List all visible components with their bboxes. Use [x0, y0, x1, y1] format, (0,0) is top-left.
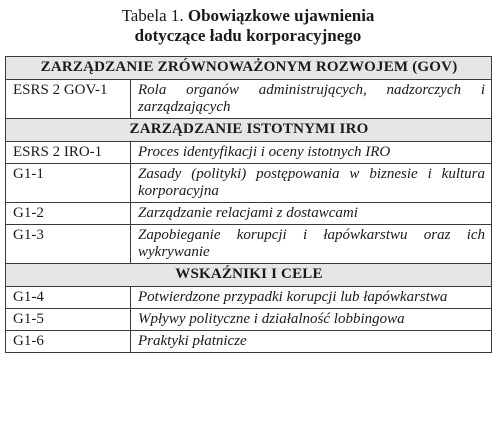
- table-row: [6, 80, 492, 119]
- disclosure-code: G1-1: [6, 164, 131, 203]
- table-row: [6, 225, 492, 264]
- section-header-row: [6, 264, 492, 287]
- table-row: [6, 309, 492, 331]
- disclosure-description: Zarządzanie relacjami z dostawcami: [131, 203, 492, 225]
- disclosure-description: Rola organów administrujących, nadzorczych i zarządzających: [131, 80, 492, 119]
- disclosure-code: G1-5: [6, 309, 131, 331]
- section-header-row: [6, 119, 492, 142]
- section-heading-gov: ZARZĄDZANIE ZRÓWNOWAŻONYM ROZWOJEM (GOV): [6, 57, 492, 80]
- caption-title-line-1: Obowiązkowe ujawnienia: [187, 6, 375, 25]
- disclosure-code: ESRS 2 GOV-1: [6, 80, 131, 119]
- disclosure-description: Zasady (polityki) postępowania w biznesie i kultura korporacyjna: [131, 164, 492, 203]
- table-row: [6, 164, 492, 203]
- disclosure-description: Zapobieganie korupcji i łapówkarstwu oraz ich wykrywanie: [131, 225, 492, 264]
- section-heading-metrics: WSKAŹNIKI I CELE: [6, 264, 492, 287]
- disclosure-description: Praktyki płatnicze: [131, 331, 492, 353]
- section-heading-iro: ZARZĄDZANIE ISTOTNYMI IRO: [6, 119, 492, 142]
- disclosure-code: ESRS 2 IRO-1: [6, 142, 131, 164]
- disclosures-table: [5, 56, 492, 353]
- disclosure-description: Proces identyfikacji i oceny istotnych IRO: [131, 142, 492, 164]
- disclosure-description: Potwierdzone przypadki korupcji lub łapówkarstwa: [131, 287, 492, 309]
- table-row: [6, 331, 492, 353]
- table-row: [6, 287, 492, 309]
- table-caption: [0, 6, 496, 46]
- disclosure-code: G1-4: [6, 287, 131, 309]
- caption-prefix: Tabela 1.: [121, 6, 188, 25]
- table-row: [6, 142, 492, 164]
- section-header-row: [6, 57, 492, 80]
- disclosure-code: G1-3: [6, 225, 131, 264]
- caption-line-1: [0, 6, 496, 26]
- table-row: [6, 203, 492, 225]
- disclosure-code: G1-6: [6, 331, 131, 353]
- disclosure-code: G1-2: [6, 203, 131, 225]
- caption-title-line-2: dotyczące ładu korporacyjnego: [134, 26, 362, 45]
- disclosure-description: Wpływy polityczne i działalność lobbingowa: [131, 309, 492, 331]
